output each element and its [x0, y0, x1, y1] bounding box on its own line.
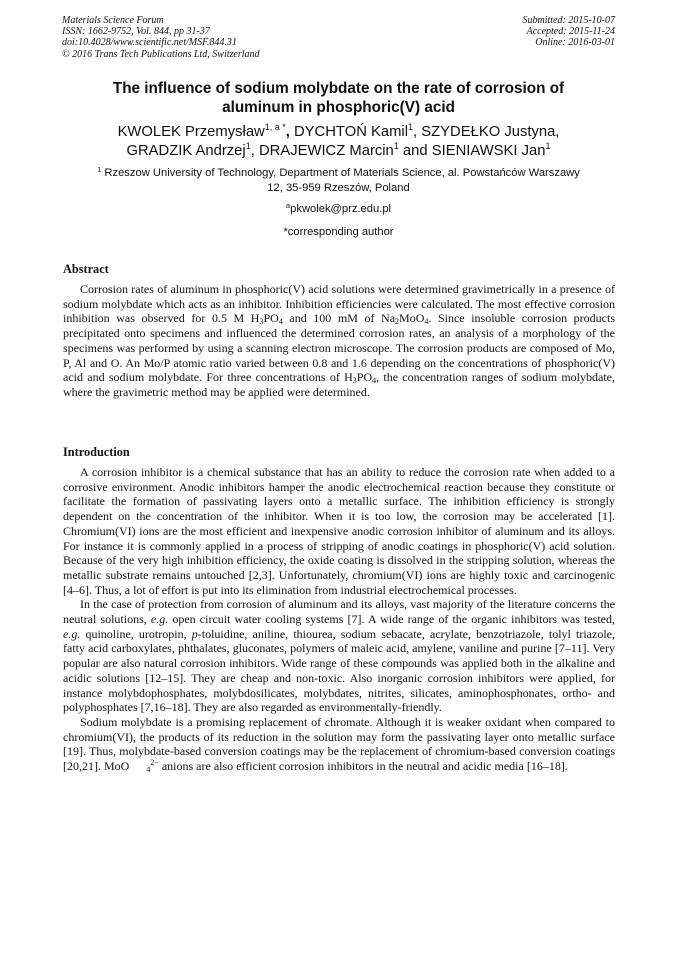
intro-paragraph-2: [63, 597, 615, 715]
author-name: KWOLEK Przemysław: [117, 124, 265, 140]
title-line-2: aluminum in phosphoric(V) acid: [222, 98, 455, 116]
author-name: SIENIAWSKI Jan: [431, 143, 546, 159]
author-line-2: [62, 142, 615, 161]
title-line-1: The influence of sodium molybdate on the rate of corrosion of: [112, 80, 565, 97]
abstract-paragraph: [63, 282, 615, 400]
author-line-1: [62, 123, 615, 142]
author-affil-sup: 1: [545, 141, 551, 151]
subscript: 2: [395, 317, 400, 327]
molybdate-ion-indices: [129, 759, 159, 774]
author-and: and: [398, 143, 432, 159]
abstract-text: . Since insoluble corrosion products precipitated onto specimens and influenced the determined corrosion rates, an analysis of a morphology of the specimens was performed by using a scanning electron microscope. The corrosion products are composed of Mo, P, Al and O. An Mo/P atomic ratio varied between 0.8 and 1.6 depending on the concentrations of phosphoric(V) acid and sodium molybdate. For three concentrations of H: [63, 311, 615, 385]
affiliation-line-1: [62, 166, 615, 181]
intro-paragraph-1: A corrosion inhibitor is a chemical substance that has an ability to reduce the corrosion rate when added to a corrosive environment. Anodic inhibitors hamper the anodic electrochemical reaction because they constitute or facilitate the formation of passivating layers onto a metallic surface. The inhibition efficiency is strongly dependent on the concentration of the inhibitor. When it is too low, the corrosion may be accelerated [1]. Chromium(VI) ions are the most efficient and inexpensive anodic corrosion inhibitor of aluminum and its alloys. For instance it is commonly applied in a process of stripping of anodic coatings in phosphoric(V) acid solution. Because of the very high inhibition efficiency, the oxide coating is dissolved in the stripping solution, whereas the metallic substrate remains untouched [2,3]. Unfortunately, chromium(VI) ions are highly toxic and carcinogenic [4–6]. Thus, a lot of effort is put into its elimination from industrial electrochemical processes.: [63, 465, 615, 597]
introduction-body: [63, 465, 615, 774]
abstract-text: PO: [263, 311, 279, 326]
affiliation: [62, 166, 615, 196]
intro-paragraph-3: [63, 715, 615, 774]
author-list: [62, 123, 615, 161]
abstract-body: [63, 282, 615, 400]
subscript: 4: [278, 317, 283, 327]
doi-line[interactable]: doi:10.4028/www.scientific.net/MSF.844.31: [62, 37, 237, 49]
subscript: 3: [352, 376, 357, 386]
abstract-text: , the concentration ranges of sodium molybdate, where the gravimetric method may be applied were determined.: [63, 370, 615, 399]
intro-text: anions are also efficient corrosion inhibitors in the neutral and acidic media [16–18].: [158, 759, 568, 774]
intro-text: In the case of protection from corrosion of aluminum and its alloys, vast majority of the literature concerns the neutral solutions,: [63, 597, 615, 627]
intro-text: -toluidine, aniline, thiourea, sodium sebacate, acrylate, benzotriazole, tolyl triazole, fatty acid carboxylates, phthalates, gluconates, polymers of maleic acid, amylene, vaniline and purine [7–11]. Very popular are also natural corrosion inhibitors. Wide range of these compounds was applied both in the alkaline and acidic solutions [12–15]. They are cheap and non-toxic. Also inorganic corrosion inhibitors were applied, for instance molybdophosphates, molybdosilicates, molybdates, nitrites, silicates, aminophosphonates, ortho- and polyphosphates [7,16–18]. They are also regarded as environmentally-friendly.: [63, 626, 615, 715]
author-affil-sup: 1: [408, 122, 414, 132]
author-name: SZYDEŁKO Justyna,: [421, 124, 560, 140]
author-name: DYCHTOŃ Kamil: [294, 124, 409, 140]
journal-name: Materials Science Forum: [62, 15, 164, 26]
subscript: 4: [146, 765, 151, 775]
author-affil-sup: 1, a *: [264, 122, 286, 132]
author-separator: ,: [285, 124, 294, 140]
abstract-text: and 100 mM of Na: [282, 311, 396, 326]
author-name: GRADZIK Andrzej: [126, 143, 246, 159]
abstract-heading: Abstract: [63, 262, 109, 276]
affiliation-text: Rzeszow University of Technology, Department of Materials Science, al. Powstańców Warszawy: [101, 167, 580, 179]
subscript: 3: [259, 317, 264, 327]
author-affil-sup: 1: [393, 141, 399, 151]
abstract-text: PO: [356, 370, 373, 385]
intro-italic: e.g.: [63, 626, 81, 641]
copyright-line: © 2016 Trans Tech Publications Ltd, Switzerland: [62, 48, 260, 60]
intro-text: quinoline, urotropin,: [80, 626, 192, 641]
subscript: 4: [372, 376, 377, 386]
affiliation-line-2: 12, 35-959 Rzeszów, Poland: [267, 182, 410, 194]
intro-italic: e.g.: [150, 612, 169, 627]
email-sup: a: [285, 201, 291, 210]
author-name: DRAJEWICZ Marcin: [258, 143, 394, 159]
online-date: Online: 2016-03-01: [535, 37, 615, 49]
author-separator: ,: [413, 124, 422, 140]
intro-text: Sodium molybdate is a promising replacement of chromate. Although it is weaker oxidant when compared to chromium(VI), the products of its reduction in the solution may form the passivating layer onto metallic surface [19]. Thus, molybdate-based conversion coatings may be the replacement of chromium-based conversion coatings [20,21]. MoO: [63, 714, 615, 774]
superscript: 2−: [150, 758, 159, 768]
email-address[interactable]: pkwolek@prz.edu.pl: [290, 203, 392, 215]
intro-text: open circuit water cooling systems [7]. A wide range of the organic inhibitors was tested,: [168, 612, 615, 627]
accepted-date: Accepted: 2015-11-24: [526, 26, 615, 38]
journal-header-left: [62, 15, 260, 60]
journal-header-right: [523, 15, 616, 49]
issn-line: ISSN: 1662-9752, Vol. 844, pp 31-37: [62, 26, 210, 38]
email-line: [62, 202, 615, 216]
author-separator: ,: [250, 143, 259, 159]
submitted-date: Submitted: 2015-10-07: [522, 15, 615, 26]
abstract-text: MoO: [399, 311, 425, 326]
abstract-text: Corrosion rates of aluminum in phosphoric(V) acid solutions were determined gravimetrically in a presence of sodium molybdate which acts as an inhibitor. Inhibition efficiencies were calculated. The most effective corrosion inhibition was observed for 0.5 M H: [63, 282, 615, 326]
introduction-heading: Introduction: [63, 445, 130, 459]
paper-title: [62, 80, 615, 117]
corresponding-author-note: *corresponding author: [283, 226, 394, 238]
author-affil-sup: 1: [245, 141, 251, 151]
intro-italic: p: [191, 626, 198, 641]
subscript: 4: [424, 317, 429, 327]
affiliation-sup: 1: [97, 165, 102, 174]
